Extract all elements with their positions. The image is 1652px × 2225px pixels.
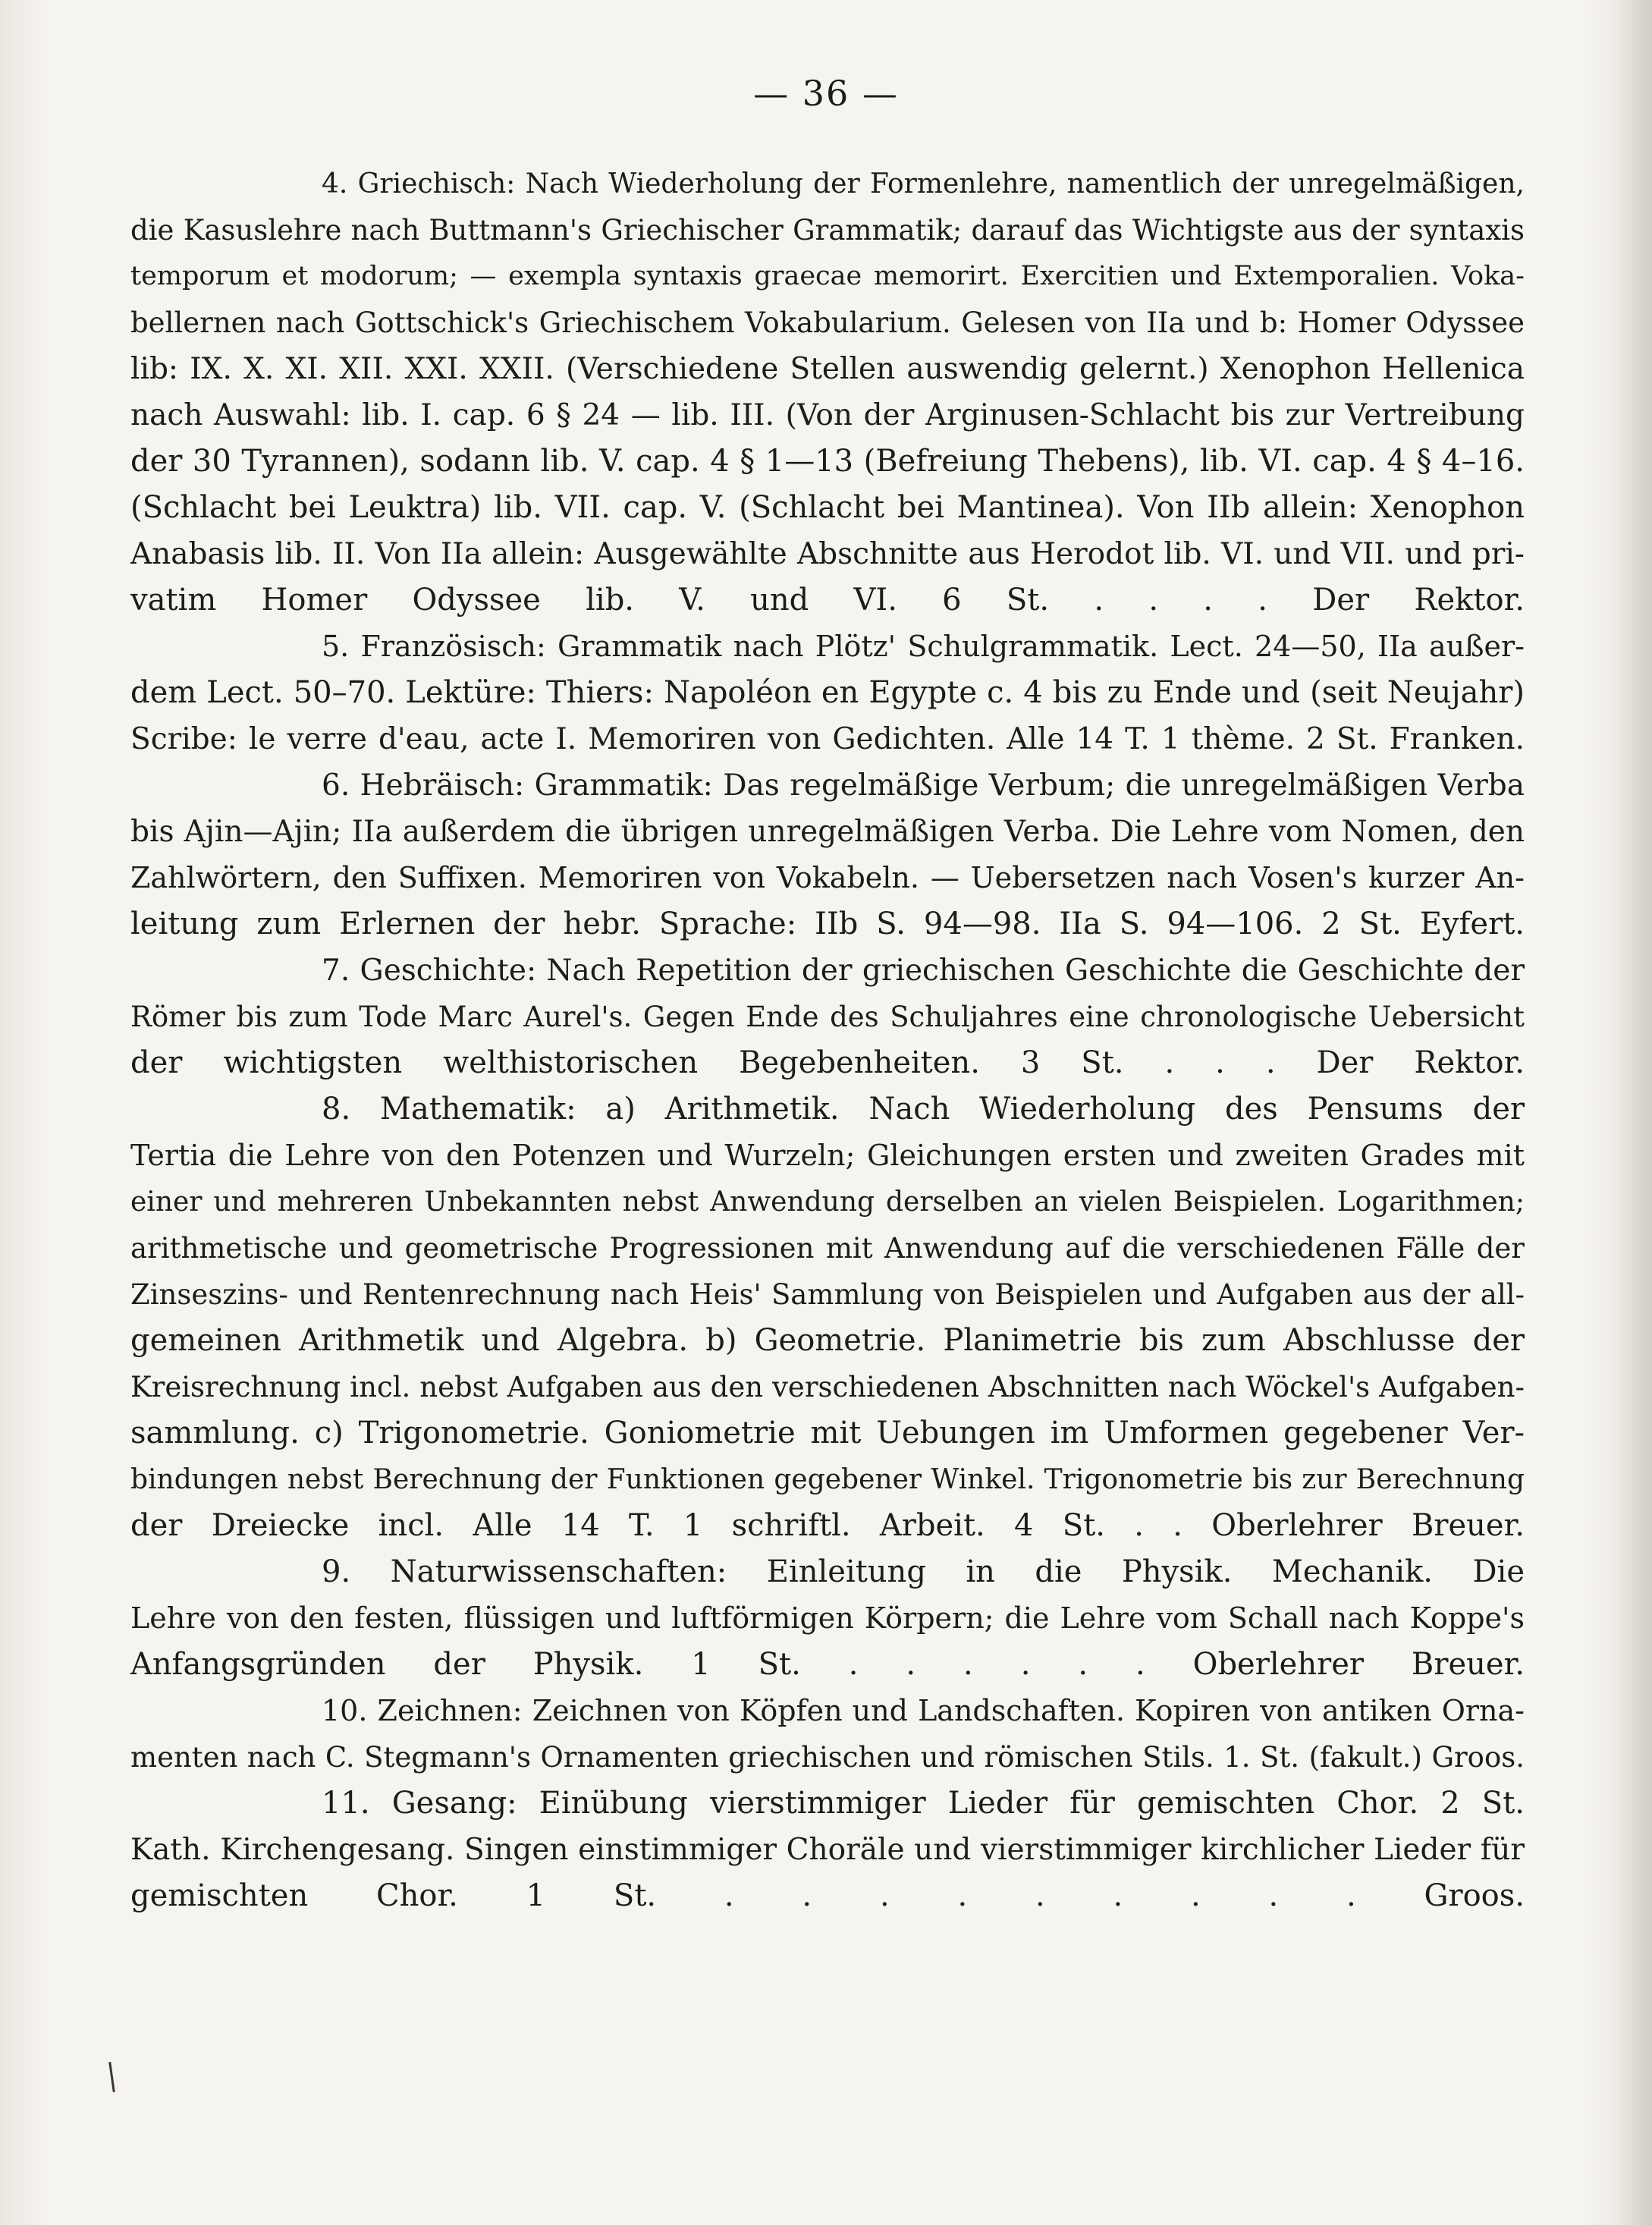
- text-line: Römer bis zum Tode Marc Aurel's. Gegen Ende des Schuljahres eine chronologische Uebersicht: [130, 1001, 1525, 1033]
- text-line: sammlung. c) Trigonometrie. Goniometrie mit Uebungen im Umformen gegebener Ver-: [130, 1416, 1525, 1450]
- text-line: Tertia die Lehre von den Potenzen und Wurzeln; Gleichungen ersten und zweiten Grades mit: [130, 1139, 1525, 1172]
- text-line: der Dreiecke incl. Alle 14 T. 1 schriftl. Arbeit. 4 St. . . Oberlehrer Breuer.: [130, 1508, 1525, 1543]
- text-line: Kreisrechnung incl. nebst Aufgaben aus den verschiedenen Abschnitten nach Wöckel's Aufgaben-: [130, 1371, 1525, 1403]
- text-line: 5. Französisch: Grammatik nach Plötz' Schulgrammatik. Lect. 24—50, IIa außer-: [322, 630, 1525, 663]
- text-line: vatim Homer Odyssee lib. V. und VI. 6 St. . . . . Der Rektor.: [130, 583, 1525, 618]
- text-line: Scribe: le verre d'eau, acte I. Memoriren von Gedichten. Alle 14 T. 1 thème. 2 St. Franken.: [130, 722, 1525, 756]
- text-line: die Kasuslehre nach Buttmann's Griechischer Grammatik; darauf das Wichtigste aus der syntaxis: [130, 214, 1525, 247]
- text-line: lib: IX. X. XI. XII. XXI. XXII. (Verschiedene Stellen auswendig gelernt.) Xenophon Hellenica: [130, 352, 1525, 386]
- text-line: einer und mehreren Unbekannten nebst Anwendung derselben an vielen Beispielen. Logarithmen;: [130, 1186, 1525, 1218]
- page-number: — 36 —: [753, 73, 899, 114]
- text-line: arithmetische und geometrische Progressionen mit Anwendung auf die verschiedenen Fälle der: [130, 1232, 1525, 1265]
- text-line: 10. Zeichnen: Zeichnen von Köpfen und Landschaften. Kopiren von antiken Orna-: [322, 1694, 1525, 1727]
- text-line: 7. Geschichte: Nach Repetition der griechischen Geschichte die Geschichte der: [322, 954, 1525, 988]
- text-line: 9. Naturwissenschaften: Einleitung in die Physik. Mechanik. Die: [322, 1554, 1525, 1589]
- text-line: bis Ajin—Ajin; IIa außerdem die übrigen unregelmäßigen Verba. Die Lehre vom Nomen, den: [130, 815, 1525, 849]
- text-line: bellernen nach Gottschick's Griechischem Vokabularium. Gelesen von IIa und b: Homer Odyssee: [130, 306, 1525, 339]
- text-line: nach Auswahl: lib. I. cap. 6 § 24 — lib. III. (Von der Arginusen-Schlacht bis zur Vertreibung: [130, 398, 1525, 432]
- text-line: 8. Mathematik: a) Arithmetik. Nach Wiederholung des Pensums der: [322, 1092, 1525, 1127]
- text-line: Zahlwörtern, den Suffixen. Memoriren von Vokabeln. — Uebersetzen nach Vosen's kurzer An-: [130, 861, 1525, 894]
- text-line: gemeinen Arithmetik und Algebra. b) Geometrie. Planimetrie bis zum Abschlusse der: [130, 1323, 1525, 1358]
- text-line: Lehre von den festen, flüssigen und luftförmigen Körpern; die Lehre vom Schall nach Koppe's: [130, 1601, 1525, 1635]
- text-line: Zinseszins- und Rentenrechnung nach Heis' Sammlung von Beispielen und Aufgaben aus der all-: [130, 1278, 1525, 1311]
- text-line: 11. Gesang: Einübung vierstimmiger Lieder für gemischten Chor. 2 St.: [322, 1786, 1525, 1821]
- text-line: der 30 Tyrannen), sodann lib. V. cap. 4 § 1—13 (Befreiung Thebens), lib. VI. cap. 4 § 4–16.: [130, 444, 1525, 479]
- text-line: Kath. Kirchengesang. Singen einstimmiger Choräle und vierstimmiger kirchlicher Lieder für: [130, 1833, 1525, 1867]
- text-line: 4. Griechisch: Nach Wiederholung der Formenlehre, namentlich der unregelmäßigen,: [322, 168, 1525, 200]
- text-line: leitung zum Erlernen der hebr. Sprache: IIb S. 94—98. IIa S. 94—106. 2 St. Eyfert.: [130, 907, 1525, 941]
- body-text: [130, 161, 1525, 1919]
- margin-mark: [108, 2062, 115, 2092]
- text-line: bindungen nebst Berechnung der Funktionen gegebener Winkel. Trigonometrie bis zur Berechnung: [130, 1464, 1525, 1495]
- text-line: dem Lect. 50–70. Lektüre: Thiers: Napoléon en Egypte c. 4 bis zu Ende und (seit Neujahr): [130, 675, 1525, 710]
- text-line: (Schlacht bei Leuktra) lib. VII. cap. V. (Schlacht bei Mantinea). Von IIb allein: Xenophon: [130, 490, 1525, 525]
- text-line: der wichtigsten welthistorischen Begebenheiten. 3 St. . . . Der Rektor.: [130, 1045, 1525, 1080]
- text-line: menten nach C. Stegmann's Ornamenten griechischen und römischen Stils. 1. St. (fakult.) Groos.: [130, 1741, 1525, 1774]
- page-edge-shadow: [1617, 0, 1652, 2225]
- text-line: 6. Hebräisch: Grammatik: Das regelmäßige Verbum; die unregelmäßigen Verba: [322, 768, 1525, 803]
- text-line: Anfangsgründen der Physik. 1 St. . . . . . . Oberlehrer Breuer.: [130, 1647, 1525, 1682]
- text-line: Anabasis lib. II. Von IIa allein: Ausgewählte Abschnitte aus Herodot lib. VI. und VII. und pri-: [130, 537, 1525, 571]
- text-line: gemischten Chor. 1 St. . . . . . . . . . Groos.: [130, 1878, 1525, 1913]
- text-line: temporum et modorum; — exempla syntaxis graecae memorirt. Exercitien und Extemporalien. Voka-: [130, 261, 1525, 291]
